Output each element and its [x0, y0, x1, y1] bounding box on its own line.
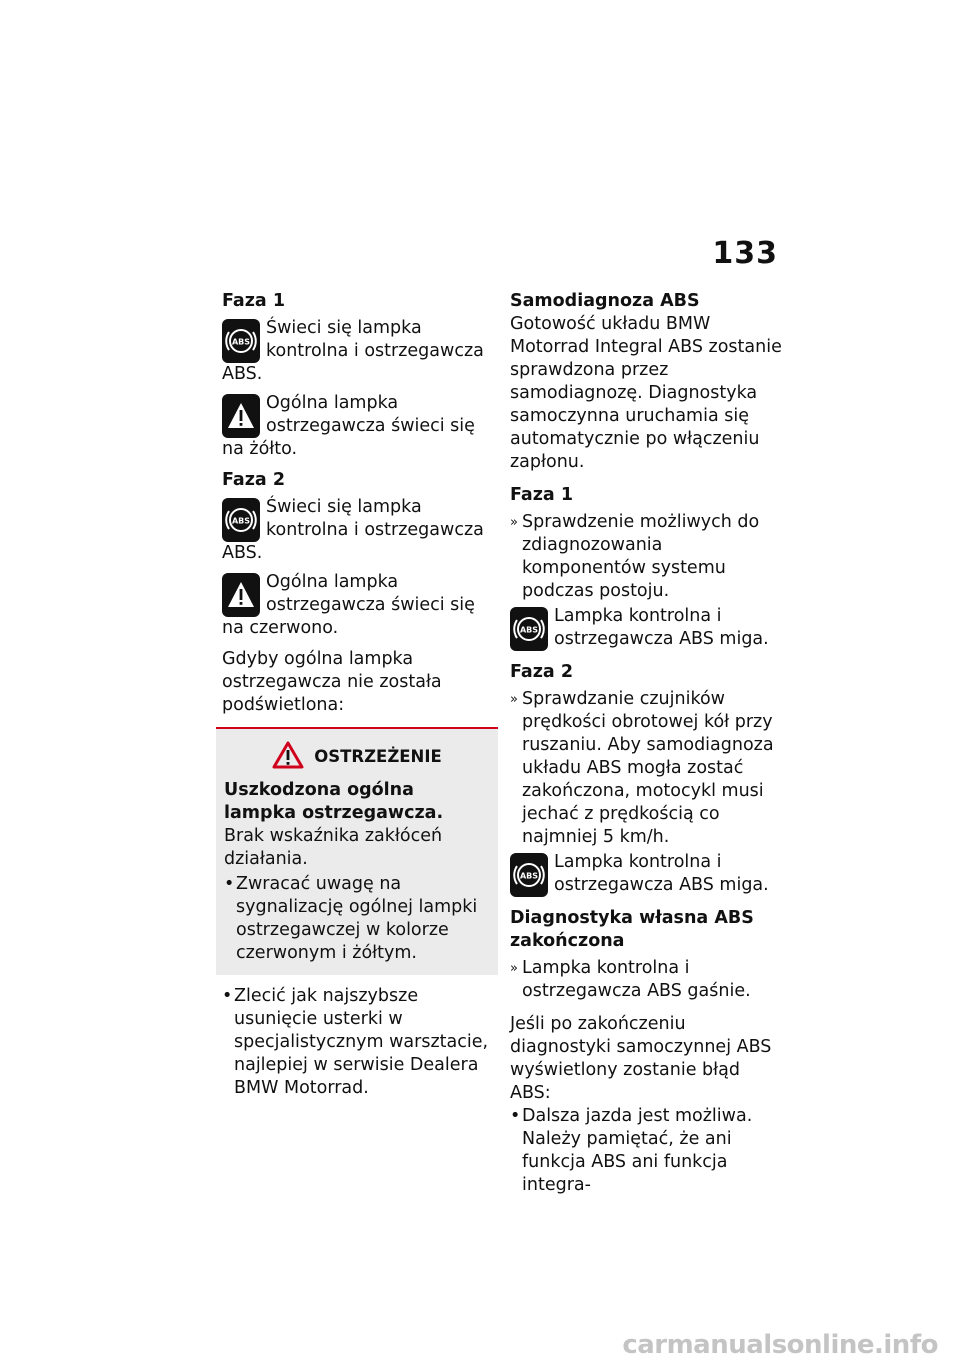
- error-bullet-text: Dalsza jazda jest możliwa. Należy pamiętać, że ani funkcja ABS ani funkcja integra-: [522, 1106, 753, 1195]
- error-text: Jeśli po zakończeniu diagnostyki samoczynnej ABS wyświetlony zostanie błąd ABS:: [510, 1014, 772, 1103]
- section-title: Samodiagnoza ABS: [510, 291, 700, 311]
- phase2-abs-text: Świeci się lampka kontrolna i ostrzegawcza ABS.: [222, 497, 484, 563]
- phase2-general-item: [222, 571, 492, 640]
- left-column: [222, 290, 492, 1108]
- r-phase1-icon-item: [510, 605, 782, 651]
- complete-title: Diagnostyka własna ABS zakończona: [510, 908, 754, 951]
- phase2-abs-item: [222, 496, 492, 565]
- note-text: Gdyby ogólna lampka ostrzegawcza nie została podświetlona:: [222, 649, 442, 715]
- phase1-abs-text: Świeci się lampka kontrolna i ostrzegawcza ABS.: [222, 318, 484, 384]
- r-phase1-step-text: Sprawdzenie możliwych do zdiagnozowania komponentów systemu podczas postoju.: [522, 512, 760, 601]
- svg-text:ABS: ABS: [519, 871, 539, 881]
- abs-warning-icon: [510, 853, 548, 897]
- r-phase2-icon-text: Lampka kontrolna i ostrzegawcza ABS miga.: [554, 852, 769, 895]
- phase1-general-item: [222, 392, 492, 461]
- svg-text:ABS: ABS: [231, 337, 251, 347]
- phase2-general-text: Ogólna lampka ostrzegawcza świeci się na czerwono.: [222, 572, 475, 638]
- step-marker-icon: »: [510, 515, 518, 530]
- intro-text: Gotowość układu BMW Motorrad Integral ABS zostanie sprawdzona przez samodiagnozę. Diagnostyka samoczynna uruchamia się automatycznie po włączeniu zapłonu.: [510, 314, 782, 472]
- error-bullet: [510, 1105, 782, 1197]
- abs-warning-icon: [510, 607, 548, 651]
- phase1-abs-item: [222, 317, 492, 386]
- warning-box: [216, 727, 498, 975]
- warning-header: [224, 741, 490, 769]
- step-marker-icon: »: [510, 692, 518, 707]
- warning-text: Brak wskaźnika zakłóceń działania.: [224, 826, 443, 869]
- page-number: 133: [712, 236, 778, 271]
- general-warning-icon: [222, 573, 260, 617]
- general-warning-icon: [222, 394, 260, 438]
- svg-text:ABS: ABS: [519, 625, 539, 635]
- svg-text:ABS: ABS: [231, 516, 251, 526]
- warning-bullet-text: Zwracać uwagę na sygnalizację ogólnej lampki ostrzegawczej w kolorze czerwonym i żółtym.: [236, 874, 478, 963]
- bullet-marker: •: [222, 986, 233, 1006]
- repair-bullet-text: Zlecić jak najszybsze usunięcie usterki w specjalistycznym warsztacie, najlepiej w serwisie Dealera BMW Motorrad.: [234, 986, 489, 1098]
- warning-bullet: [224, 873, 490, 965]
- complete-step: [510, 957, 782, 1003]
- r-phase2-icon-item: [510, 851, 782, 897]
- watermark: carmanualsonline.info: [622, 1330, 938, 1360]
- r-phase1-step: [510, 511, 782, 603]
- r-phase2-step-text: Sprawdzanie czujników prędkości obrotowej kół przy ruszaniu. Aby samodiagnoza układu ABS mogła zostać zakończona, motocykl musi jechać z prędkością co najmniej 5 km/h.: [522, 689, 774, 847]
- complete-step-text: Lampka kontrolna i ostrzegawcza ABS gaśnie.: [522, 958, 751, 1001]
- r-phase2-step: [510, 688, 782, 849]
- warning-triangle-icon: [272, 741, 304, 769]
- phase2-title: Faza 2: [222, 470, 286, 490]
- right-column: [510, 290, 782, 1205]
- repair-bullet: [222, 985, 492, 1100]
- r-phase2-title: Faza 2: [510, 662, 574, 682]
- abs-warning-icon: [222, 319, 260, 363]
- warning-label: OSTRZEŻENIE: [314, 747, 442, 766]
- phase1-title: Faza 1: [222, 291, 286, 311]
- abs-warning-icon: [222, 498, 260, 542]
- step-marker-icon: »: [510, 961, 518, 976]
- r-phase1-title: Faza 1: [510, 485, 574, 505]
- r-phase1-icon-text: Lampka kontrolna i ostrzegawcza ABS miga.: [554, 606, 769, 649]
- bullet-marker: •: [510, 1106, 521, 1126]
- phase1-general-text: Ogólna lampka ostrzegawcza świeci się na żółto.: [222, 393, 475, 459]
- bullet-marker: •: [224, 874, 235, 894]
- warning-heading: Uszkodzona ogólna lampka ostrzegawcza.: [224, 780, 444, 823]
